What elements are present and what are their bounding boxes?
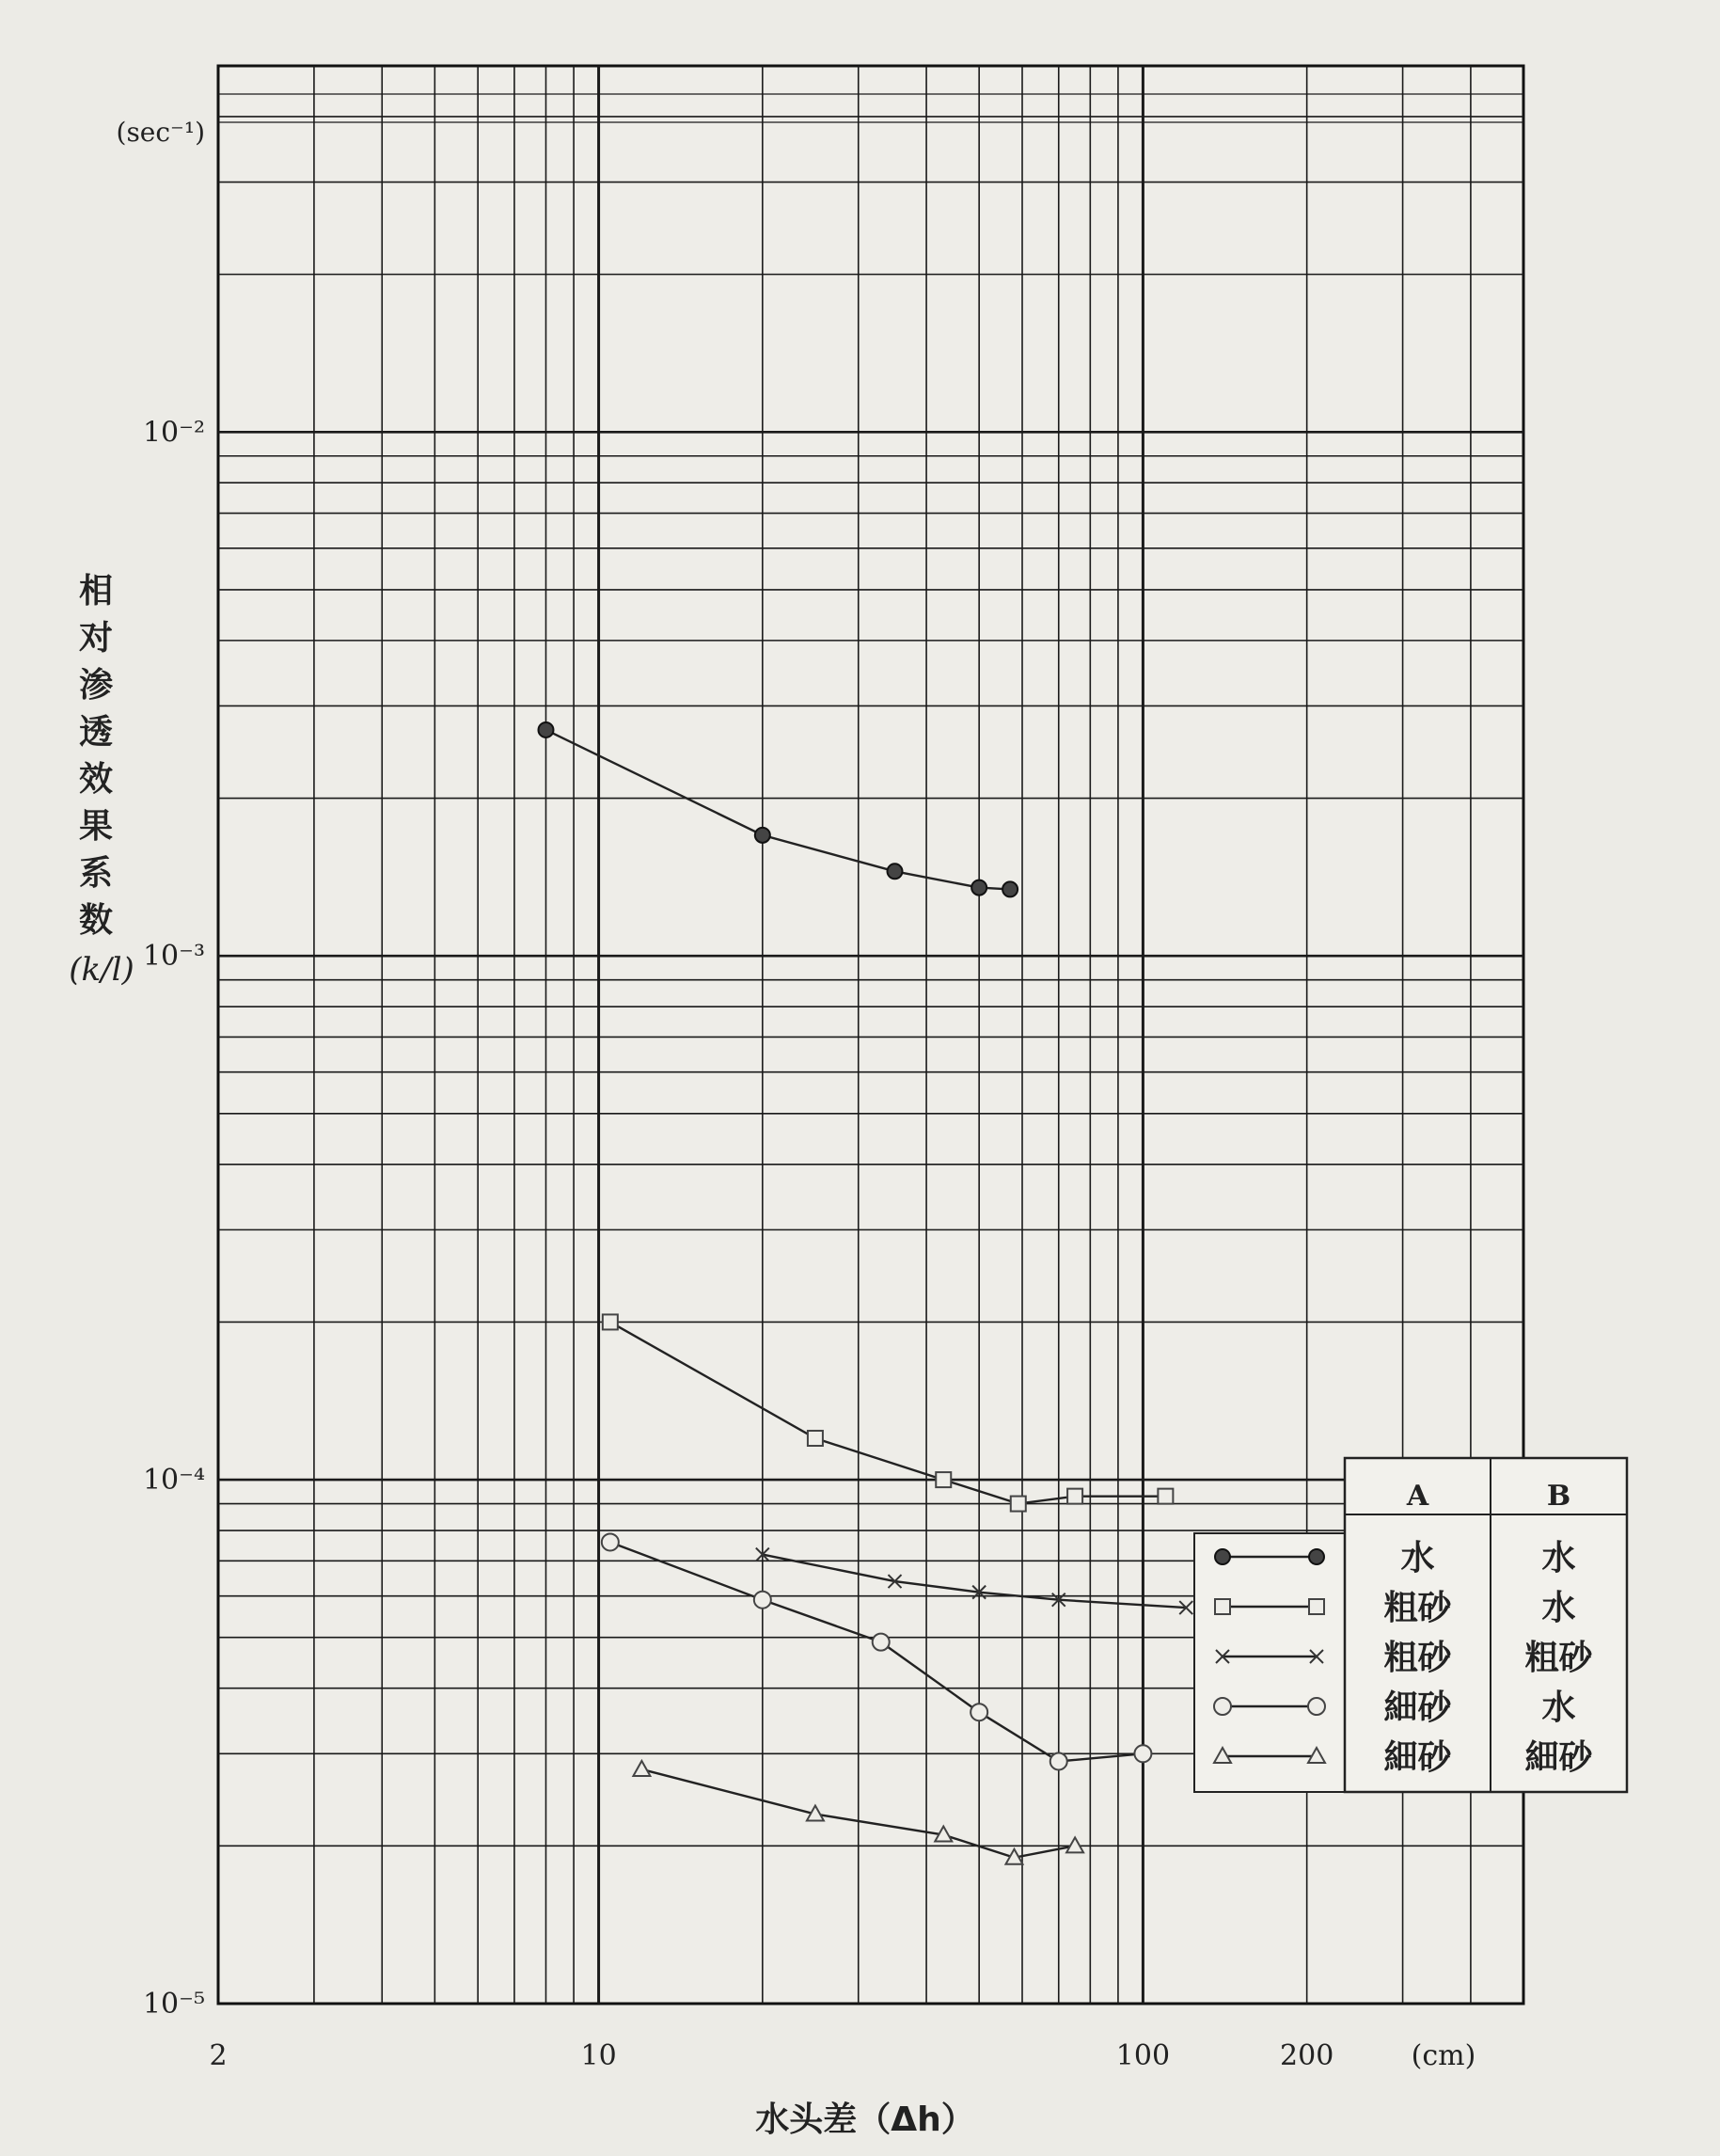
data-point: [1158, 1489, 1173, 1504]
x-axis-label: 水头差（Δh）: [755, 2101, 975, 2139]
y-tick-label: 10⁻⁵: [142, 1988, 205, 2021]
data-point: [1309, 1599, 1324, 1614]
x-tick-label: 200: [1280, 2039, 1334, 2072]
data-point: [873, 1634, 890, 1651]
legend-label-a: 水: [1400, 1539, 1435, 1577]
data-point: [1067, 1489, 1082, 1504]
legend-label-b: 細砂: [1524, 1738, 1593, 1777]
data-point: [602, 1533, 619, 1550]
legend-label-a: 細砂: [1383, 1688, 1452, 1727]
data-point: [971, 880, 986, 896]
data-point: [936, 1472, 951, 1487]
x-tick-label: 2: [209, 2039, 228, 2072]
data-point: [970, 1704, 987, 1720]
data-point: [1134, 1745, 1151, 1762]
y-axis-label-char: 数: [78, 901, 114, 940]
legend-label-a: 細砂: [1383, 1738, 1452, 1777]
legend-header-b: B: [1546, 1480, 1571, 1513]
data-point: [1002, 881, 1018, 896]
data-point: [1309, 1549, 1324, 1564]
y-axis-label-char: 对: [78, 619, 114, 658]
y-tick-label: 10⁻⁴: [142, 1464, 205, 1498]
legend-label-a: 粗砂: [1383, 1639, 1452, 1677]
legend-label-b: 水: [1541, 1539, 1576, 1577]
data-point: [1050, 1752, 1067, 1769]
y-tick-label: 10⁻²: [142, 416, 205, 450]
legend-label-b: 水: [1541, 1688, 1576, 1727]
legend-label-b: 粗砂: [1524, 1639, 1593, 1677]
legend-header-a: A: [1406, 1480, 1429, 1513]
y-axis-label-char: 果: [78, 807, 114, 846]
data-point: [808, 1431, 823, 1446]
data-point: [1215, 1599, 1230, 1614]
data-point: [754, 1592, 771, 1609]
data-point: [755, 828, 770, 843]
y-axis-label-char: 渗: [78, 666, 114, 705]
data-point: [1011, 1497, 1026, 1512]
data-point: [1308, 1698, 1325, 1715]
y-axis-unit-label: (k/l): [69, 951, 134, 989]
y-unit-label: (sec⁻¹): [116, 117, 205, 148]
x-tick-label: 100: [1115, 2039, 1171, 2072]
y-axis-label-char: 系: [78, 854, 114, 893]
y-axis-label-char: 相: [78, 572, 114, 610]
data-point: [1214, 1698, 1231, 1715]
y-axis-label-char: 透: [78, 713, 114, 752]
legend-label-a: 粗砂: [1383, 1589, 1452, 1627]
data-point: [603, 1314, 618, 1329]
data-point: [1215, 1549, 1230, 1564]
data-point: [538, 722, 553, 737]
y-axis-label-char: 效: [78, 760, 114, 799]
x-tick-label: 10: [580, 2039, 617, 2072]
data-point: [888, 864, 903, 879]
legend-label-b: 水: [1541, 1589, 1576, 1627]
y-tick-label: 10⁻³: [142, 940, 205, 974]
x-unit-label: (cm): [1411, 2039, 1476, 2072]
